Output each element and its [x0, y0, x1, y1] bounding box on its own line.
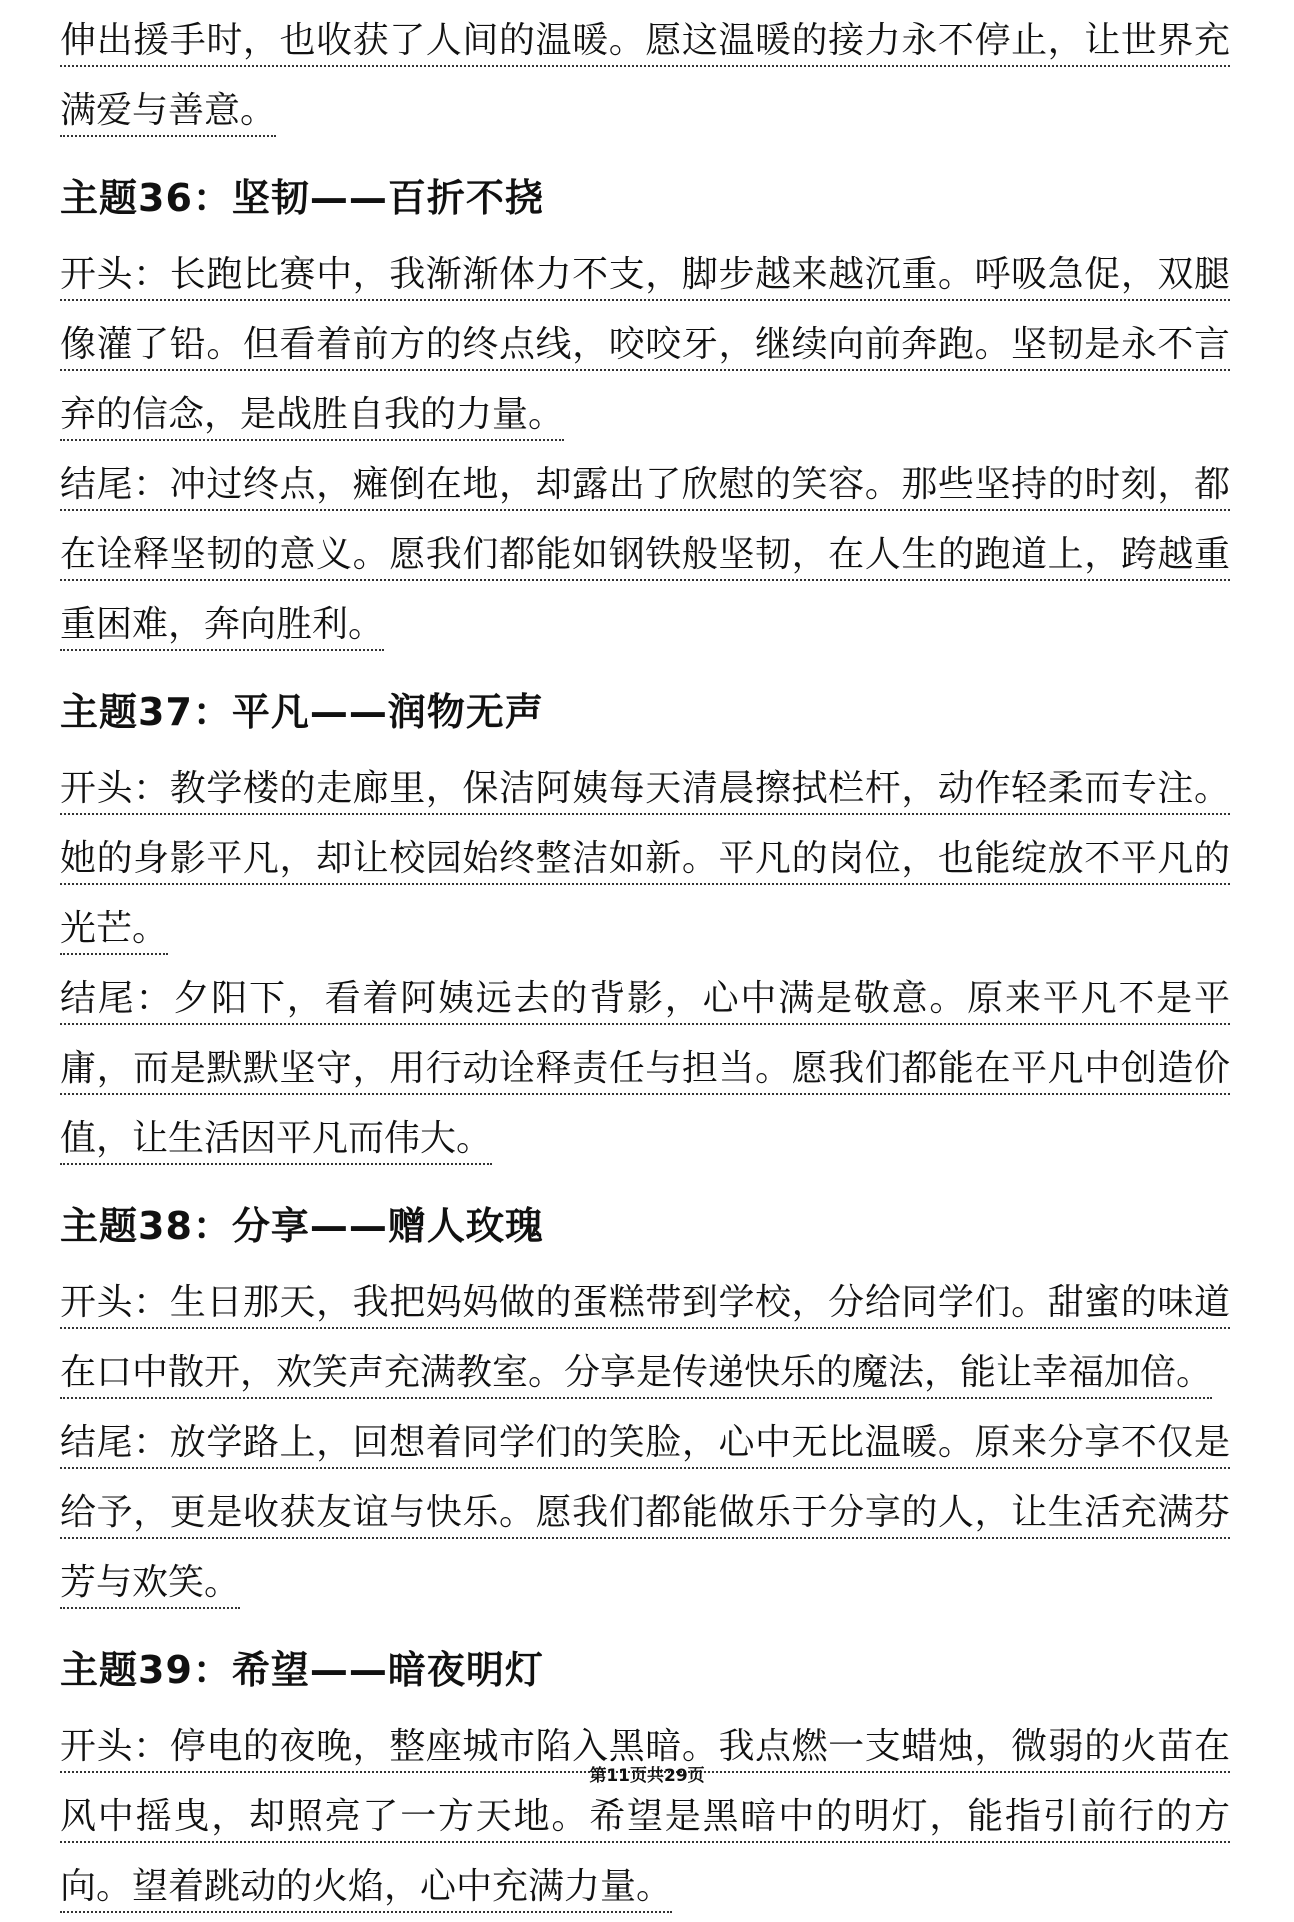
topic-39-opening-text — [60, 1726, 1230, 1913]
ending-label: 结尾： — [60, 1422, 170, 1463]
ending-body: 冲过终点，瘫倒在地，却露出了欣慰的笑容。那些坚持的时刻，都在诠释坚韧的意义。愿我们都能如钢铁般坚韧，在人生的跑道上，跨越重重困难，奔向胜利。 — [60, 464, 1230, 645]
topic-38-ending-text — [60, 1422, 1230, 1609]
opening-body: 教学楼的走廊里，保洁阿姨每天清晨擦拭栏杆，动作轻柔而专注。她的身影平凡，却让校园始终整洁如新。平凡的岗位，也能绽放不平凡的光芒。 — [60, 768, 1230, 949]
topic-37-ending-text — [60, 978, 1230, 1165]
topic-37-opening — [60, 754, 1230, 964]
topic-37-ending — [60, 964, 1230, 1174]
opening-body: 停电的夜晚，整座城市陷入黑暗。我点燃一支蜡烛，微弱的火苗在风中摇曳，却照亮了一方天地。希望是黑暗中的明灯，能指引前行的方向。望着跳动的火焰，心中充满力量。 — [60, 1726, 1230, 1907]
document-page — [60, 0, 1230, 1922]
opening-label: 开头： — [60, 254, 170, 295]
opening-body: 长跑比赛中，我渐渐体力不支，脚步越来越沉重。呼吸急促，双腿像灌了铅。但看着前方的终点线，咬咬牙，继续向前奔跑。坚韧是永不言弃的信念，是战胜自我的力量。 — [60, 254, 1230, 435]
topic-38-heading: 主题38：分享——赠人玫瑰 — [60, 1204, 544, 1248]
ending-label: 结尾： — [60, 464, 170, 505]
topic-38-opening — [60, 1268, 1230, 1408]
ending-label: 结尾： — [60, 978, 174, 1019]
topic-38-opening-text — [60, 1282, 1230, 1399]
topic-36-ending — [60, 450, 1230, 660]
intro-paragraph — [60, 6, 1230, 146]
intro-text: 伸出援手时，也收获了人间的温暖。愿这温暖的接力永不停止，让世界充满爱与善意。 — [60, 20, 1230, 137]
opening-body: 生日那天，我把妈妈做的蛋糕带到学校，分给同学们。甜蜜的味道在口中散开，欢笑声充满教室。分享是传递快乐的魔法，能让幸福加倍。 — [60, 1282, 1230, 1393]
ending-body: 放学路上，回想着同学们的笑脸，心中无比温暖。原来分享不仅是给予，更是收获友谊与快乐。愿我们都能做乐于分享的人，让生活充满芬芳与欢笑。 — [60, 1422, 1230, 1603]
topic-39-heading: 主题39：希望——暗夜明灯 — [60, 1648, 544, 1692]
topic-36-opening-text — [60, 254, 1230, 441]
opening-label: 开头： — [60, 768, 170, 809]
opening-label: 开头： — [60, 1726, 170, 1767]
topic-36-opening — [60, 240, 1230, 450]
topic-36-heading: 主题36：坚韧——百折不挠 — [60, 176, 544, 220]
topic-36-ending-text — [60, 464, 1230, 651]
page-number-footer: 第11页共29页 — [589, 1766, 705, 1786]
ending-body: 夕阳下，看着阿姨远去的背影，心中满是敬意。原来平凡不是平庸，而是默默坚守，用行动诠释责任与担当。愿我们都能在平凡中创造价值，让生活因平凡而伟大。 — [60, 978, 1230, 1159]
topic-39-opening — [60, 1712, 1230, 1922]
opening-label: 开头： — [60, 1282, 170, 1323]
topic-37-heading: 主题37：平凡——润物无声 — [60, 690, 544, 734]
topic-38-ending — [60, 1408, 1230, 1618]
topic-37-opening-text — [60, 768, 1230, 955]
